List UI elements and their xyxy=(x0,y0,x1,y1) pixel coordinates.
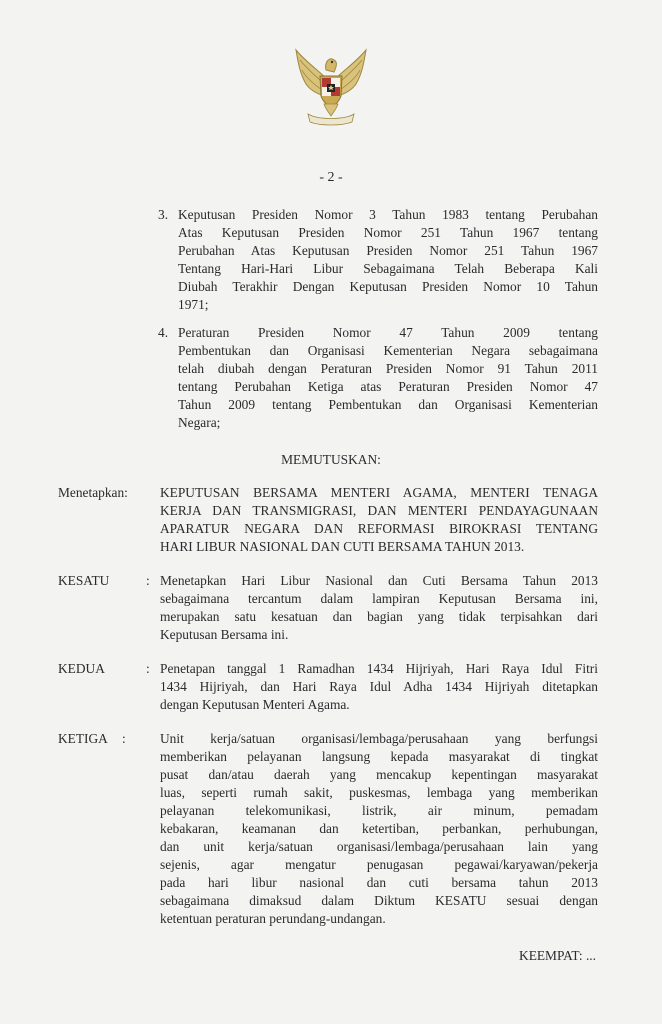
diktum-line: Menetapkan Hari Libur Nasional dan Cuti Bersama Tahun 2013 xyxy=(160,573,598,588)
diktum-text-kesatu xyxy=(160,572,598,644)
diktum-label-ketiga: KETIGA xyxy=(58,731,108,746)
diktum-line: pelayanan telekomunikasi, listrik, air minum, pemadam xyxy=(160,803,598,818)
diktum-line: luas, seperti rumah sakit, puskesmas, lembaga yang memberikan xyxy=(160,785,598,800)
diktum-label-kesatu: KESATU xyxy=(58,573,110,588)
menetapkan-line: KEPUTUSAN BERSAMA MENTERI AGAMA, MENTERI TENAGA xyxy=(160,485,598,500)
page-number: - 2 - xyxy=(319,170,343,185)
item-number: 3. xyxy=(158,207,169,222)
item-line: Tentang Hari-Hari Libur Sebagaimana Telah Beberapa Kali xyxy=(178,261,598,276)
diktum-colon: : xyxy=(146,661,150,676)
decide-heading: MEMUTUSKAN: xyxy=(281,452,381,467)
diktum-line: 1434 Hijriyah, dan Hari Raya Idul Adha 1434 Hijriyah ditetapkan xyxy=(160,679,598,694)
diktum-line: sebagaimana dimaksud dalam Diktum KESATU sesuai dengan xyxy=(160,893,598,908)
diktum-line: dan unit kerja/satuan organisasi/lembaga/perusahaan lain yang xyxy=(160,839,598,854)
menetapkan-label: Menetapkan: xyxy=(58,485,128,500)
item-line: Diubah Terakhir Dengan Keputusan Presiden Nomor 10 Tahun xyxy=(178,279,598,294)
diktum-line: Unit kerja/satuan organisasi/lembaga/perusahaan yang berfungsi xyxy=(160,731,598,746)
diktum-line: Keputusan Bersama ini. xyxy=(160,627,289,642)
diktum-line: sejenis, agar mengatur penugasan pegawai/karyawan/pekerja xyxy=(160,857,598,872)
menetapkan-text xyxy=(160,484,598,556)
diktum-line: pada hari libur nasional dan cuti bersama tahun 2013 xyxy=(160,875,598,890)
diktum-line: pusat dan/atau daerah yang mencakup kepentingan masyarakat xyxy=(160,767,598,782)
diktum-line: dengan Keputusan Menteri Agama. xyxy=(160,697,350,712)
diktum-line: merupakan satu kesatuan dan bagian yang tidak terpisahkan dari xyxy=(160,609,598,624)
diktum-line: kebakaran, keamanan dan ketertiban, perbankan, perhubungan, xyxy=(160,821,598,836)
diktum-line: memberikan pelayanan langsung kepada masyarakat di tingkat xyxy=(160,749,598,764)
item-line: Peraturan Presiden Nomor 47 Tahun 2009 tentang xyxy=(178,325,598,340)
item-line: Keputusan Presiden Nomor 3 Tahun 1983 tentang Perubahan xyxy=(178,207,598,222)
item-line: Negara; xyxy=(178,415,221,430)
diktum-line: Penetapan tanggal 1 Ramadhan 1434 Hijriyah, Hari Raya Idul Fitri xyxy=(160,661,598,676)
item-line: 1971; xyxy=(178,297,209,312)
diktum-text-kedua xyxy=(160,660,598,714)
diktum-label-kedua: KEDUA xyxy=(58,661,105,676)
item-number: 4. xyxy=(158,325,169,340)
menetapkan-line: KERJA DAN TRANSMIGRASI, DAN MENTERI PENDAYAGUNAAN xyxy=(160,503,598,518)
diktum-line: ketentuan peraturan perundang-undangan. xyxy=(160,911,386,926)
list-item xyxy=(178,206,598,314)
diktum-colon: : xyxy=(122,731,126,746)
item-line: Pembentukan dan Organisasi Kementerian Negara sebagaimana xyxy=(178,343,598,358)
menetapkan-line: APARATUR NEGARA DAN REFORMASI BIROKRASI TENTANG xyxy=(160,521,598,536)
item-line: telah diubah dengan Peraturan Presiden Nomor 91 Tahun 2011 xyxy=(178,361,598,376)
item-line: Atas Keputusan Presiden Nomor 251 Tahun 1967 tentang xyxy=(178,225,598,240)
diktum-text-ketiga xyxy=(160,730,598,928)
diktum-line: sebagaimana tercantum dalam lampiran Keputusan Bersama ini, xyxy=(160,591,598,606)
item-line: Tahun 2009 tentang Pembentukan dan Organisasi Kementerian xyxy=(178,397,598,412)
garuda-emblem-icon xyxy=(284,40,378,132)
item-line: tentang Perubahan Ketiga atas Peraturan Presiden Nomor 47 xyxy=(178,379,598,394)
diktum-colon: : xyxy=(146,573,150,588)
continuation-marker: KEEMPAT: ... xyxy=(519,948,596,963)
item-line: Perubahan Atas Keputusan Presiden Nomor 251 Tahun 1967 xyxy=(178,243,598,258)
list-item xyxy=(178,324,598,432)
menetapkan-line: HARI LIBUR NASIONAL DAN CUTI BERSAMA TAHUN 2013. xyxy=(160,539,525,554)
